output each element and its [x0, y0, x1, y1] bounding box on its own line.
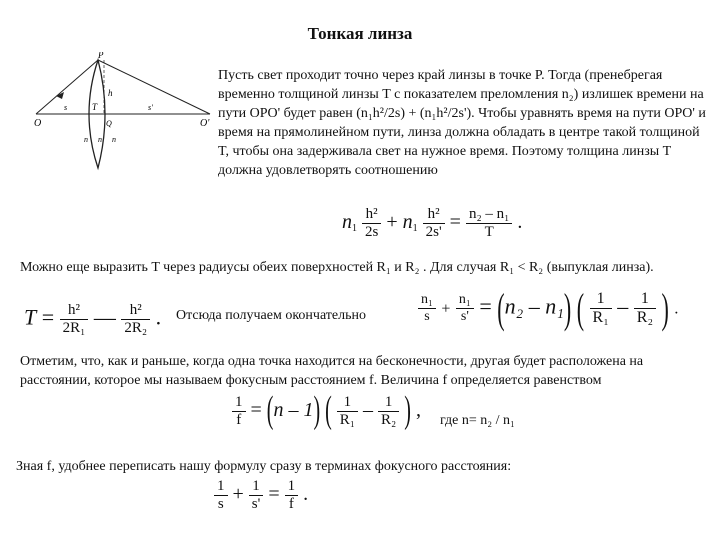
eq5-sprime: s': [251, 496, 261, 512]
eq1-frac-t: [466, 206, 512, 241]
eq4-frac-f: [232, 394, 246, 429]
paragraph-4: Отметим, что, как и раньше, когда одна точка находится на бесконечности, другая будет расположена на расстоянии, которое мы называем фокусным расстоянием f. Величина f определяется равенством: [20, 354, 644, 388]
paragraph-3: Отсюда получаем окончательно: [176, 308, 366, 323]
eq2-frac-r2: [121, 302, 150, 337]
eq5-one-b: 1: [249, 478, 264, 496]
eq2-2r1: 2R₁: [62, 320, 86, 336]
eq4-rparen-1: ): [313, 389, 321, 432]
eq3-rparen-2: ): [661, 283, 669, 332]
eq4-factor: n – 1: [273, 399, 314, 422]
eq3-s: s: [424, 309, 430, 324]
paragraph-5: Зная f, удобнее переписать нашу формулу сразу в терминах фокусного расстояния:: [16, 459, 512, 474]
eq1-h2-b: h²: [423, 206, 445, 224]
label-p: P: [98, 52, 104, 60]
eq3-plus: +: [441, 300, 451, 318]
eq4-comma: ,: [415, 399, 421, 422]
eq1-sub-b: 1: [412, 223, 418, 235]
eq3-lparen-2: (: [576, 283, 585, 332]
equation-3: [418, 283, 679, 332]
eq4-one-a: 1: [337, 394, 358, 412]
label-n2: n: [98, 135, 102, 144]
eq3-rparen-1: ): [563, 283, 572, 332]
eq1-t: T: [484, 224, 494, 240]
eq4-frac-r1: [337, 394, 358, 429]
eq1-rhs-num: n₂ – n₁: [466, 206, 512, 224]
eq3-frac-r2: [634, 290, 656, 327]
eq1-n-b: n: [402, 211, 413, 234]
eq1-2s: 2s: [365, 224, 379, 240]
label-h: h: [108, 88, 113, 98]
eq5-frac-f: [285, 478, 299, 513]
eq3-frac-s: [418, 292, 436, 325]
eq3-minus: –: [617, 293, 629, 319]
label-q: Q: [106, 119, 112, 128]
eq4-equals: =: [250, 399, 262, 422]
eq4-one: 1: [232, 394, 246, 412]
eq4-r1: R₁: [339, 412, 356, 428]
equation-5: [214, 478, 308, 513]
eq3-frac-r1: [590, 290, 612, 327]
eq4-f: f: [236, 412, 242, 428]
eq2-dot: .: [155, 304, 162, 330]
refracted-ray: [98, 60, 210, 114]
eq3-r2: R₂: [636, 309, 654, 326]
eq5-frac-s: [214, 478, 228, 513]
label-o: O: [34, 118, 42, 129]
eq3-frac-sprime: [456, 292, 474, 325]
eq3-sprime: s': [460, 309, 469, 324]
eq2-2r2: 2R₂: [124, 320, 148, 336]
eq2-equals: =: [41, 304, 55, 330]
lens-diagram: [28, 52, 218, 182]
eq3-lparen-1: (: [497, 283, 505, 332]
eq1-n: n: [342, 211, 352, 234]
eq2-h2-a: h²: [60, 302, 89, 320]
label-n1-left: n: [84, 135, 88, 144]
label-t: T: [92, 102, 98, 112]
eq5-one-c: 1: [285, 478, 299, 496]
eq3-one-b: 1: [634, 290, 656, 309]
where-note: где n= n₂ / n₁: [440, 413, 515, 428]
eq5-s: s: [217, 496, 224, 512]
eq5-plus: +: [232, 483, 244, 506]
eq1-frac-sprime: [423, 206, 445, 241]
eq4-lparen-2: (: [325, 389, 332, 432]
eq4-frac-r2: [378, 394, 399, 429]
eq1-h2-a: h²: [362, 206, 381, 224]
eq2-h2-b: h²: [121, 302, 150, 320]
eq5-frac-sprime: [249, 478, 264, 513]
eq4-minus: –: [363, 399, 374, 422]
eq3-dot: .: [674, 300, 679, 318]
eq2-frac-r1: [60, 302, 89, 337]
eq5-f: f: [288, 496, 294, 512]
eq1-dot: .: [517, 211, 523, 234]
eq1-2sprime: 2s': [425, 224, 442, 240]
eq3-one-a: 1: [590, 290, 612, 309]
eq1-equals: =: [449, 211, 461, 234]
eq5-one-a: 1: [214, 478, 228, 496]
eq3-equals: =: [479, 293, 492, 319]
eq1-plus: +: [386, 211, 398, 234]
page-title: Тонкая линза: [307, 24, 413, 43]
eq5-dot: .: [303, 483, 309, 506]
label-n1-right: n: [112, 135, 116, 144]
label-s-prime: s': [148, 103, 153, 112]
eq1-frac-s: [362, 206, 381, 241]
equation-1: [342, 206, 522, 241]
equation-4: [232, 389, 421, 432]
eq2-minus: —: [93, 304, 116, 330]
eq3-r1: R₁: [592, 309, 609, 326]
eq4-one-b: 1: [378, 394, 399, 412]
eq4-r2: R₂: [381, 412, 397, 428]
label-o-prime: O': [200, 118, 210, 129]
eq4-lparen-1: (: [266, 389, 274, 432]
eq3-factor: n₂ – n₁: [504, 293, 564, 319]
eq1-sub: 1: [352, 223, 357, 235]
paragraph-1: Пусть свет проходит точно через край линзы в точке P. Тогда (пренебрегая временно толщиной линзы T с показателем преломления n₂) излишек времени на пути OPO' будет равен (n₁h²/2s) + (n₁h²/2s'). Чтобы уравнять время на пути OPO' и время на прямолинейном пути, линза должна обладать в центре такой толщиной T, чтобы она задерживала свет на нужное время. Поэтому толщина линзы T должна удовлетворять соотношению: [218, 68, 706, 178]
eq5-equals: =: [268, 483, 280, 506]
eq3-n1: n₁: [418, 292, 436, 309]
paragraph-2: Можно еще выразить T через радиусы обеих поверхностей R₁ и R₂ . Для случая R₁ < R₂ (выпуклая линза).: [20, 260, 654, 275]
eq3-n1b: n₁: [456, 292, 474, 309]
equation-2: [24, 302, 161, 337]
eq2-t: T: [24, 304, 37, 330]
eq4-rparen-2: ): [404, 389, 411, 432]
label-s: s: [64, 103, 68, 112]
